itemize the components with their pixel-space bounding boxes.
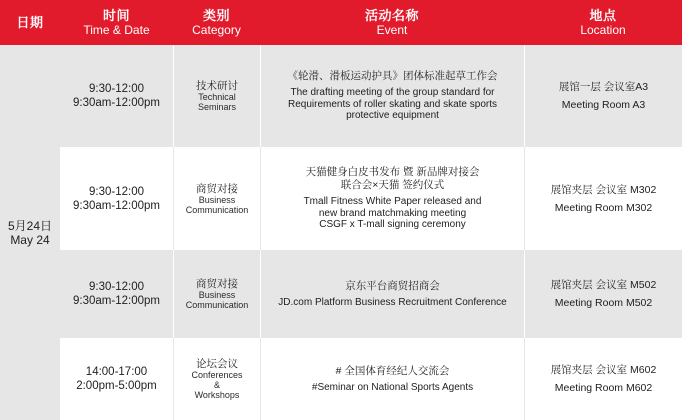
event-zh-line1: 天猫健身白皮书发布 暨 新品牌对接会 bbox=[305, 166, 480, 179]
header-location-en: Location bbox=[580, 23, 626, 37]
event-cell bbox=[261, 147, 524, 250]
event-en-line1: #Seminar on National Sports Agents bbox=[311, 381, 474, 393]
location-en: Meeting Room M502 bbox=[554, 297, 653, 309]
event-en-line1: JD.com Platform Business Recruitment Conference bbox=[278, 296, 507, 308]
header-category bbox=[173, 0, 260, 45]
event-cell bbox=[261, 45, 524, 147]
time-en: 9:30am-12:00pm bbox=[73, 295, 160, 307]
header-time bbox=[60, 0, 173, 45]
category-zh: 商贸对接 bbox=[196, 182, 238, 195]
date-zh: 5月24日 bbox=[7, 218, 53, 233]
table-row bbox=[60, 147, 682, 250]
location-cell bbox=[525, 147, 682, 250]
table-header bbox=[0, 0, 682, 45]
event-en-line3: protective equipment bbox=[346, 110, 439, 122]
event-en-line1: Tmall Fitness White Paper released and bbox=[303, 196, 482, 208]
event-cell bbox=[261, 338, 524, 420]
time-en: 9:30am-12:00pm bbox=[73, 97, 160, 109]
event-en-line2: Requirements of roller skating and skate sports bbox=[288, 98, 497, 110]
location-cell bbox=[525, 338, 682, 420]
location-en: Meeting Room M302 bbox=[554, 201, 653, 214]
category-en-line1: Technical bbox=[198, 92, 236, 102]
event-zh-line2: 联合会×天猫 签约仪式 bbox=[340, 179, 445, 192]
location-cell bbox=[525, 45, 682, 147]
category-en-line2: & bbox=[213, 380, 220, 390]
header-location bbox=[524, 0, 682, 45]
header-category-en: Category bbox=[192, 23, 241, 37]
event-cell bbox=[261, 250, 524, 338]
time-en: 2:00pm-5:00pm bbox=[76, 380, 157, 392]
location-zh: 展馆夹层 会议室 M502 bbox=[550, 279, 657, 291]
category-cell bbox=[174, 250, 260, 338]
category-zh: 技术研讨 bbox=[196, 80, 238, 92]
category-en-line2: Communication bbox=[185, 204, 249, 215]
category-en-line1: Business bbox=[198, 290, 236, 300]
category-en-line1: Business bbox=[198, 194, 236, 205]
location-en: Meeting Room M602 bbox=[554, 382, 653, 394]
header-time-zh: 时间 bbox=[102, 8, 130, 23]
category-en-line2: Communication bbox=[185, 300, 249, 310]
time-zh: 14:00-17:00 bbox=[85, 366, 148, 378]
event-en-line2: new brand matchmaking meeting bbox=[318, 207, 467, 219]
category-en-line3: Workshops bbox=[194, 390, 240, 400]
event-en-line3: CSGF x T-mall signing ceremony bbox=[319, 219, 466, 231]
event-zh-line1: 京东平台商贸招商会 bbox=[345, 279, 440, 292]
header-location-zh: 地点 bbox=[589, 8, 617, 23]
time-cell bbox=[60, 338, 173, 420]
category-cell bbox=[174, 338, 260, 420]
time-en: 9:30am-12:00pm bbox=[73, 199, 160, 212]
header-event-zh: 活动名称 bbox=[364, 8, 419, 23]
time-cell bbox=[60, 250, 173, 338]
header-event-en: Event bbox=[376, 23, 408, 37]
header-category-zh: 类别 bbox=[202, 8, 230, 23]
time-cell bbox=[60, 45, 173, 147]
date-cell bbox=[0, 45, 60, 420]
category-en-line2: Seminars bbox=[197, 102, 236, 112]
table-row bbox=[60, 250, 682, 338]
date-en: May 24 bbox=[10, 232, 50, 247]
table-row bbox=[60, 45, 682, 147]
category-zh: 论坛会议 bbox=[196, 358, 238, 370]
table-row bbox=[60, 338, 682, 420]
location-en: Meeting Room A3 bbox=[561, 99, 646, 111]
header-time-en: Time & Date bbox=[83, 23, 150, 37]
time-zh: 9:30-12:00 bbox=[89, 83, 144, 95]
time-zh: 9:30-12:00 bbox=[89, 185, 144, 198]
header-date-label: 日期 bbox=[16, 15, 44, 30]
location-zh: 展馆夹层 会议室 M302 bbox=[550, 183, 657, 196]
location-cell bbox=[525, 250, 682, 338]
category-en-line1: Conferences bbox=[191, 370, 243, 380]
category-cell bbox=[174, 147, 260, 250]
category-zh: 商贸对接 bbox=[196, 278, 238, 290]
location-zh: 展馆夹层 会议室 M602 bbox=[550, 364, 657, 376]
event-zh-line1: 《轮滑、滑板运动护具》团体标准起草工作会 bbox=[287, 70, 498, 83]
time-zh: 9:30-12:00 bbox=[89, 281, 144, 293]
event-en-line1: The drafting meeting of the group standard for bbox=[290, 87, 495, 99]
category-cell bbox=[174, 45, 260, 147]
location-zh: 展馆一层 会议室A3 bbox=[558, 81, 649, 93]
header-date bbox=[0, 0, 60, 45]
header-event bbox=[260, 0, 524, 45]
event-zh-line1: # 全国体育经纪人交流会 bbox=[335, 364, 450, 377]
time-cell bbox=[60, 147, 173, 250]
